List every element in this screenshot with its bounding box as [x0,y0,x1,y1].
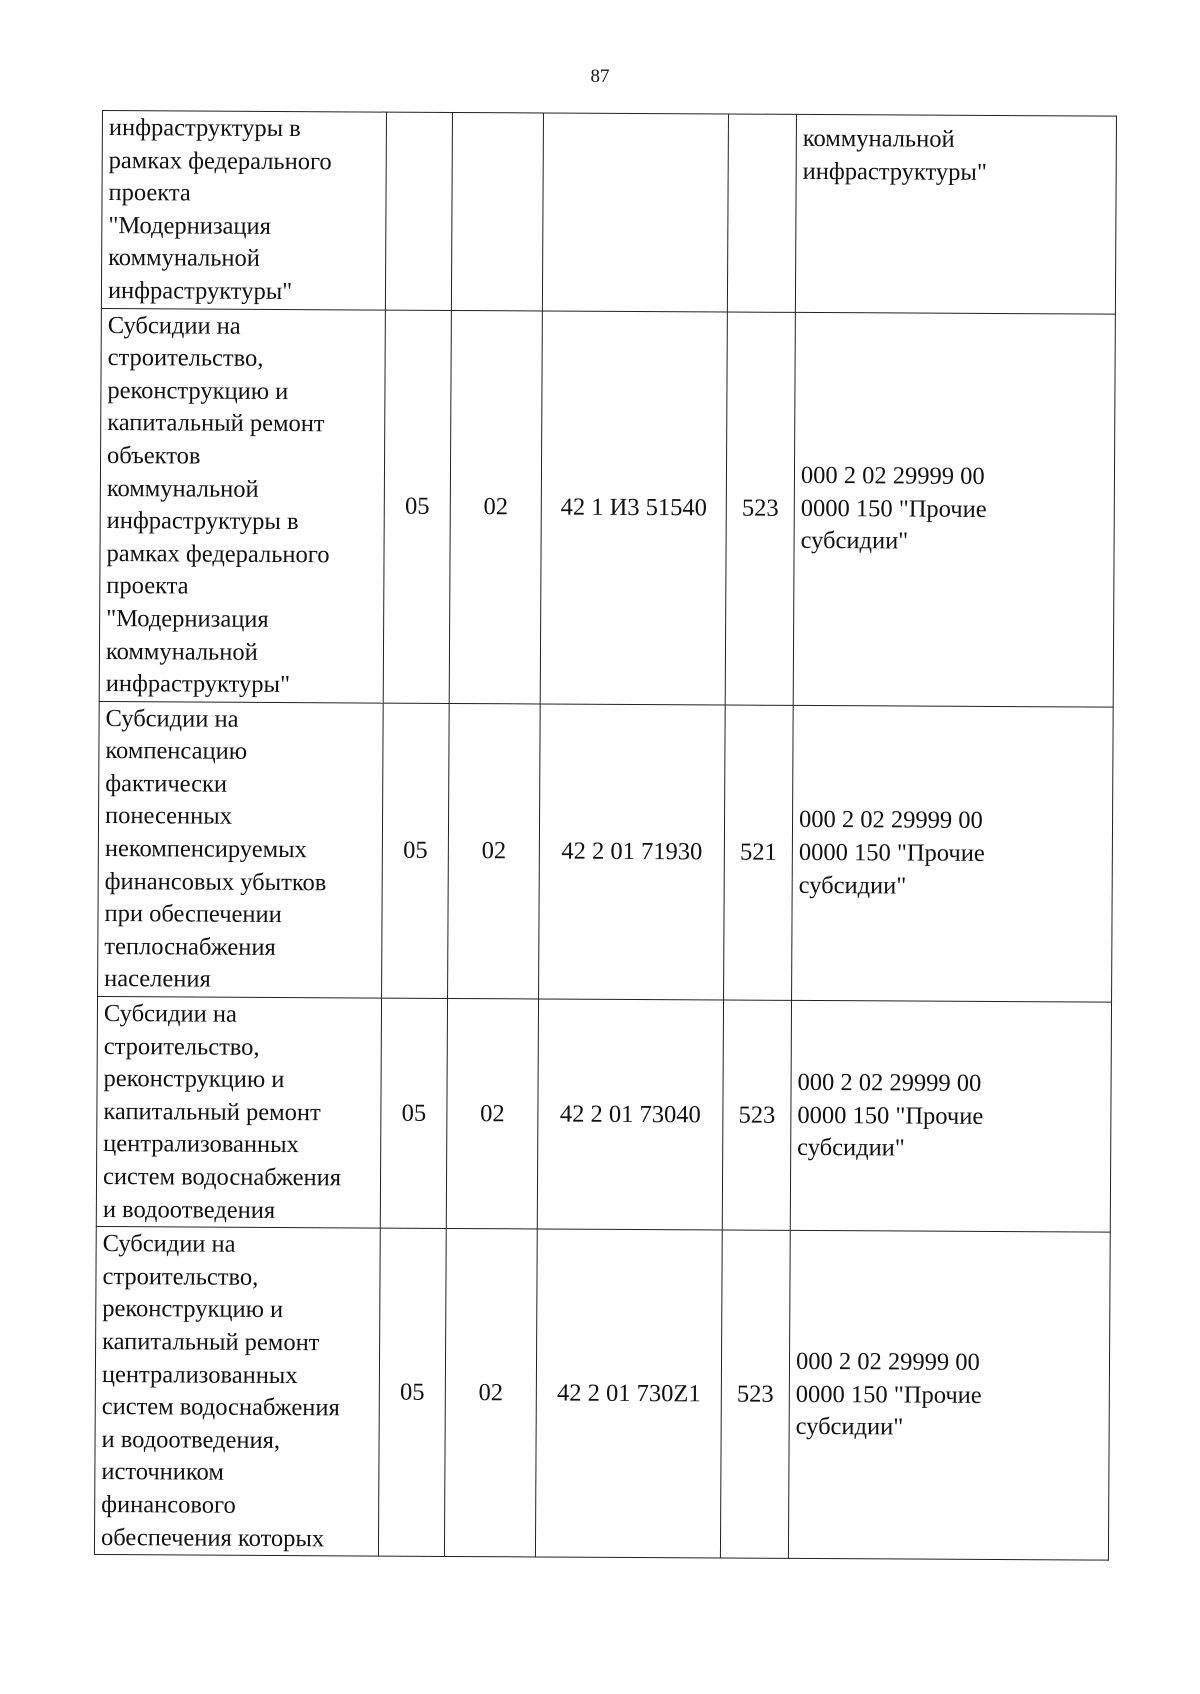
cell-text-line: субсидии" [795,1413,904,1441]
cell-text-line: некомпенсируемых [104,835,307,864]
table-row [94,1227,1110,1561]
cell-text-line: коммунальной [106,474,259,503]
cell-text-line: строительство, [107,344,264,373]
cell-text-line: инфраструктуры" [107,277,293,306]
table-row [96,997,1111,1233]
expense-type-cell: 523 [720,1230,790,1558]
cell-text-line: населения [104,965,211,994]
budget-table-body [94,111,1116,1561]
cell-text-line: теплоснабжения [104,932,276,961]
expense-type-cell: 523 [725,312,795,705]
cell-text-line: Субсидии на [105,704,239,733]
income-code-cell [788,1231,1110,1561]
cell-text-line: финансовых убытков [104,867,327,896]
subsection-cell: 02 [444,1229,537,1557]
cell-text-line: "Модернизация [108,211,272,240]
cell-text-line: строительство, [103,1032,260,1061]
cell-text-line: инфраструктуры в [106,507,299,536]
cell-text-line: 0000 150 "Прочие [800,494,987,523]
budget-table [94,110,1117,1561]
cell-text-line: коммунальной [108,244,261,273]
table-row [98,701,1114,1002]
name-cell [96,997,381,1229]
name-cell [101,111,386,310]
subsection-cell: 02 [448,703,541,999]
cell-text-line: капитальный ремонт [103,1097,321,1127]
table-row [101,111,1116,314]
cell-text-line: Субсидии на [107,311,241,340]
cell-text-line: коммунальной [105,637,258,666]
cell-text-line: обеспечения которых [100,1523,325,1552]
income-code-cell [795,114,1116,313]
cell-text-line: проекта [106,572,189,600]
cell-text-line: 000 2 02 29999 00 [795,1348,980,1377]
cell-text-line: проекта [108,179,191,207]
cell-text-line: Субсидии на [103,1000,237,1028]
cell-text-line: при обеспечении [104,900,282,929]
name-cell [99,308,385,703]
target-article-cell: 42 2 01 73040 [537,999,723,1230]
cell-text-line: строительство, [102,1262,259,1291]
expense-type-cell: 521 [724,705,794,1001]
cell-text-line: Субсидии на [102,1230,236,1258]
cell-text-line: систем водоснабжения [102,1163,342,1192]
cell-text-line: капитальный ремонт [107,409,325,438]
cell-text-line: фактически [105,769,228,798]
cell-text-line: "Модернизация [106,604,269,633]
cell-text-line: 000 2 02 29999 00 [800,462,985,491]
cell-text-line: 000 2 02 29999 00 [797,1069,982,1098]
target-article-cell: 42 2 01 730Z1 [535,1229,722,1558]
cell-text-line: финансового [101,1490,236,1519]
income-code-cell [792,705,1114,1002]
cell-text-line: понесенных [104,802,233,831]
section-cell: 05 [378,1228,446,1556]
cell-text-line: 0000 150 "Прочие [797,1101,984,1130]
section-cell: 05 [382,703,450,999]
cell-text-line: рамках федерального [108,146,332,175]
subsection-cell: 02 [449,310,542,704]
name-cell [98,701,384,998]
cell-text-line: реконструкцию и [107,376,289,405]
cell-text-line: 000 2 02 29999 00 [798,806,983,835]
section-cell: 05 [380,998,447,1229]
target-article-cell: 42 1 И3 51540 [540,311,727,705]
cell-text-line: систем водоснабжения [101,1393,340,1422]
expense-type-cell [727,114,796,312]
cell-text-line: реконструкцию и [103,1065,285,1094]
expense-type-cell: 523 [722,1000,791,1231]
section-cell [385,112,452,310]
cell-text-line: объектов [106,441,201,470]
cell-text-line: субсидии" [798,871,907,900]
income-code-cell [790,1000,1111,1232]
page-number: 87 [590,66,610,87]
subsection-cell [451,112,543,310]
table-row [99,308,1115,707]
cell-text-line: рамках федерального [106,539,330,568]
cell-text-line: капитальный ремонт [102,1327,320,1357]
cell-text-line: инфраструктуры в [108,114,301,143]
cell-text-line: субсидии" [800,527,909,555]
section-cell: 05 [383,310,451,703]
cell-text-line: компенсацию [105,737,248,766]
name-cell [94,1227,380,1557]
cell-text-line: централизованных [101,1360,298,1389]
cell-text-line: коммунальной [802,124,955,153]
cell-text-line: инфраструктуры" [105,670,291,699]
cell-text-line: и водоотведения [102,1195,276,1224]
cell-text-line: и водоотведения, [101,1425,281,1454]
cell-text-line: источником [101,1458,224,1487]
income-code-cell [793,312,1115,707]
cell-text-line: 0000 150 "Прочие [795,1380,982,1409]
cell-text-line: реконструкцию и [102,1295,284,1324]
subsection-cell: 02 [446,998,538,1229]
cell-text-line: инфраструктуры" [802,157,987,186]
target-article-cell [542,113,728,312]
cell-text-line: 0000 150 "Прочие [798,838,985,868]
cell-text-line: субсидии" [797,1134,905,1162]
target-article-cell: 42 2 01 71930 [539,704,726,1000]
cell-text-line: централизованных [103,1130,299,1159]
